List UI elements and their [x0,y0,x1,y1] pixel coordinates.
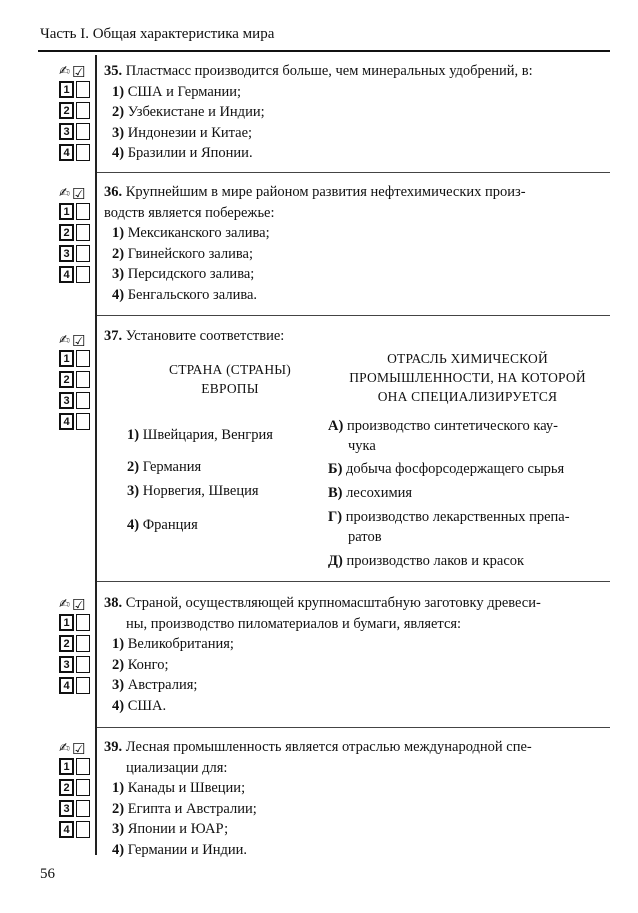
match-right-item-b: Б) добыча фосфорсодержащего сырья [328,461,565,477]
pen-icon: ✍ [59,741,70,756]
question-text: Страной, осуществляющей крупномасштабную заготовку древеси- [125,595,541,611]
answer-box[interactable] [76,81,90,98]
option-1: 1) Великобритания; [112,636,234,653]
match-left-item-1: 1) Швейцария, Венгрия [127,427,273,443]
option-4: 4) Германии и Индии. [112,841,248,858]
answer-number: 3 [59,800,74,817]
option-1: 1) Канады и Швеции; [112,780,246,797]
answer-number: 1 [59,758,74,775]
answer-box[interactable] [76,245,90,262]
match-right-item-v: В) лесохимия [328,485,413,501]
header-divider [38,50,610,52]
match-right-item-g: Г) производство лекарственных препа- ратов [328,509,570,545]
answer-number: 3 [59,245,74,262]
option-4: 4) Бенгальского залива. [112,286,258,303]
match-left-item-4: 4) Франция [127,517,198,533]
answer-box[interactable] [76,614,90,631]
question-36 [104,182,610,306]
answer-box[interactable] [76,102,90,119]
answer-number: 1 [59,350,74,367]
answer-number: 4 [59,266,74,283]
answer-box[interactable] [76,224,90,241]
answer-box[interactable] [76,392,90,409]
question-divider [97,315,610,316]
answer-number: 2 [59,224,74,241]
option-2: 2) Узбекистане и Индии; [112,104,265,121]
answer-box[interactable] [76,203,90,220]
answer-box[interactable] [76,371,90,388]
left-column-header: СТРАНА (СТРАНЫ) ЕВРОПЫ [169,362,291,396]
answer-box[interactable] [76,821,90,838]
question-number: 37. [104,328,123,344]
answer-number: 2 [59,779,74,796]
answer-box[interactable] [76,758,90,775]
option-2: 2) Конго; [112,656,169,673]
question-text-cont: водств является побережье: [104,204,275,221]
answer-box[interactable] [76,350,90,367]
option-1: 1) Мексиканского залива; [112,225,270,242]
checkbox-icon[interactable]: ☑ [71,63,86,81]
answer-box[interactable] [76,123,90,140]
question-number: 35. [104,63,123,79]
pen-icon: ✍ [59,186,70,201]
answer-marks-q35 [59,63,95,165]
option-4: 4) Бразилии и Японии. [112,145,253,162]
match-right-item-d: Д) производство лаков и красок [328,553,525,569]
answer-marks-q37 [59,332,95,434]
question-text: Лесная промышленность является отраслью международной спе- [125,739,532,755]
question-35 [104,61,610,164]
answer-marks-q36 [59,185,95,287]
answer-box[interactable] [76,779,90,796]
option-3: 3) Японии и ЮАР; [112,821,229,838]
question-text: Пластмасс производится больше, чем минеральных удобрений, в: [125,63,533,79]
margin-divider [95,55,97,855]
option-1: 1) США и Германии; [112,83,242,100]
answer-number: 2 [59,371,74,388]
answer-box[interactable] [76,800,90,817]
question-text: Крупнейшим в мире районом развития нефтехимических произ- [125,184,526,200]
answer-number: 2 [59,635,74,652]
answer-number: 1 [59,614,74,631]
question-text: Установите соответствие: [125,328,285,344]
question-number: 39. [104,739,123,755]
question-text-cont: циализации для: [126,759,228,776]
page-header: Часть I. Общая характеристика мира [40,26,275,42]
option-2: 2) Египта и Австралии; [112,800,257,817]
question-number: 36. [104,184,123,200]
answer-number: 4 [59,144,74,161]
pen-icon: ✍ [59,64,70,79]
match-right-item-a: А) производство синтетического кау- чука [328,418,559,454]
checkbox-icon[interactable]: ☑ [71,740,86,758]
question-divider [97,172,610,173]
match-left-item-3: 3) Норвегия, Швеция [127,483,259,499]
checkbox-icon[interactable]: ☑ [71,332,86,350]
checkbox-icon[interactable]: ☑ [71,185,86,203]
answer-number: 3 [59,123,74,140]
answer-box[interactable] [76,677,90,694]
question-divider [97,727,610,728]
answer-box[interactable] [76,656,90,673]
answer-number: 4 [59,413,74,430]
option-3: 3) Индонезии и Китае; [112,124,253,141]
answer-box[interactable] [76,266,90,283]
option-4: 4) США. [112,697,167,714]
answer-number: 4 [59,677,74,694]
option-3: 3) Австралия; [112,677,198,694]
answer-number: 1 [59,81,74,98]
right-column-header: ОТРАСЛЬ ХИМИЧЕСКОЙ ПРОМЫШЛЕННОСТИ, НА КОТОРОЙ ОНА СПЕЦИАЛИЗИРУЕТСЯ [349,351,586,404]
page-number: 56 [40,866,55,882]
answer-box[interactable] [76,413,90,430]
question-number: 38. [104,595,123,611]
match-left-item-2: 2) Германия [127,459,202,475]
answer-number: 2 [59,102,74,119]
question-38 [104,593,610,717]
answer-box[interactable] [76,144,90,161]
question-text-cont: ны, производство пиломатериалов и бумаги, является: [126,615,462,632]
checkbox-icon[interactable]: ☑ [71,596,86,614]
question-39 [104,737,610,861]
option-3: 3) Персидского залива; [112,266,255,283]
answer-number: 1 [59,203,74,220]
question-divider [97,581,610,582]
answer-marks-q38 [59,596,95,698]
answer-box[interactable] [76,635,90,652]
answer-marks-q39 [59,740,95,842]
pen-icon: ✍ [59,597,70,612]
answer-number: 3 [59,392,74,409]
question-37 [104,326,610,347]
option-2: 2) Гвинейского залива; [112,245,253,262]
answer-number: 3 [59,656,74,673]
pen-icon: ✍ [59,333,70,348]
answer-number: 4 [59,821,74,838]
